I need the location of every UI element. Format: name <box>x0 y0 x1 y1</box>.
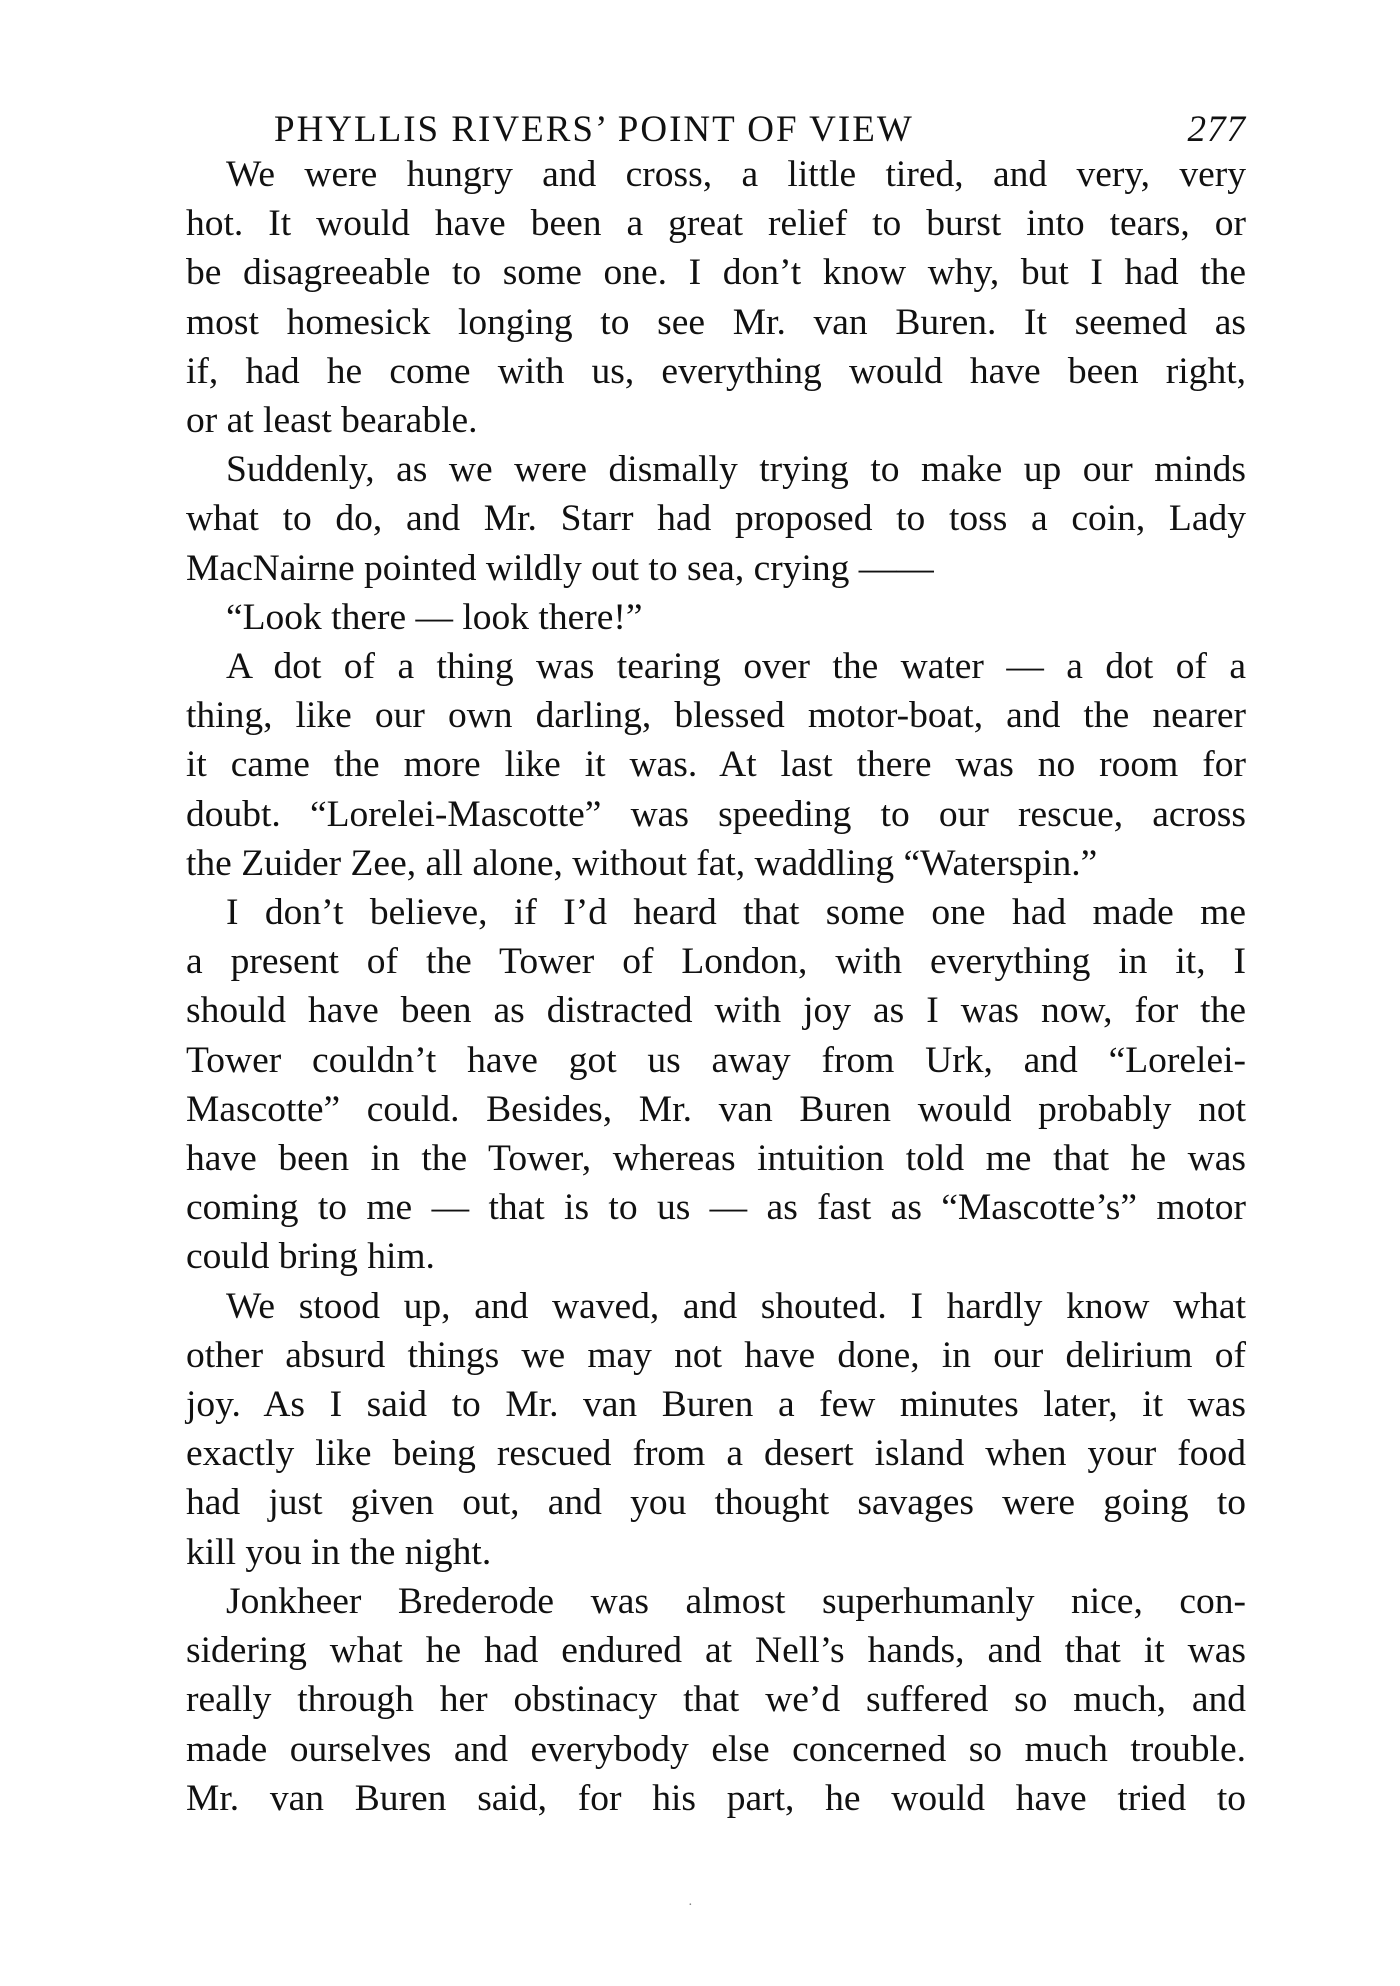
text-line: Mr. van Buren said, for his part, he would have tried to <box>186 1777 1246 1819</box>
text-line: doubt. “Lorelei-Mascotte” was speeding to our rescue, across <box>186 793 1246 835</box>
paragraph <box>146 1282 1246 1577</box>
text-line: Jonkheer Brederode was almost superhumanly nice, con- <box>226 1580 1246 1622</box>
text-line: Tower couldn’t have got us away from Urk, and “Lorelei- <box>186 1039 1246 1081</box>
page-number: 277 <box>1187 109 1246 150</box>
text-line: hot. It would have been a great relief to burst into tears, or <box>186 203 1246 245</box>
text-line: or at least bearable. <box>186 400 478 442</box>
text-line: be disagreeable to some one. I don’t know why, but I had the <box>186 252 1246 294</box>
text-line: MacNairne pointed wildly out to sea, crying —— <box>186 547 934 589</box>
text-line: made ourselves and everybody else concerned so much trouble. <box>186 1728 1246 1770</box>
body-text <box>146 150 1246 1823</box>
text-line: really through her obstinacy that we’d suffered so much, and <box>186 1679 1246 1721</box>
text-line: could bring him. <box>186 1236 435 1278</box>
text-line: it came the more like it was. At last there was no room for <box>186 744 1246 786</box>
text-line: should have been as distracted with joy as I was now, for the <box>186 990 1246 1032</box>
text-line: sidering what he had endured at Nell’s hands, and that it was <box>186 1630 1246 1672</box>
text-line: I don’t believe, if I’d heard that some one had made me <box>226 892 1246 934</box>
text-line: if, had he come with us, everything would have been right, <box>186 350 1246 392</box>
paragraph <box>146 150 1246 445</box>
text-line: Mascotte” could. Besides, Mr. van Buren would probably not <box>186 1088 1246 1130</box>
text-line: “Look there — look there!” <box>226 596 643 638</box>
text-line: other absurd things we may not have done, in our delirium of <box>186 1334 1246 1376</box>
running-head <box>146 98 1246 150</box>
text-line: have been in the Tower, whereas intuition told me that he was <box>186 1138 1246 1180</box>
paragraph <box>146 445 1246 593</box>
text-line: a present of the Tower of London, with everything in it, I <box>186 941 1246 983</box>
text-line: kill you in the night. <box>186 1531 492 1573</box>
text-line: most homesick longing to see Mr. van Buren. It seemed as <box>186 301 1246 343</box>
print-speck: · <box>688 1898 693 1913</box>
paragraph <box>146 642 1246 888</box>
text-line: We were hungry and cross, a little tired, and very, very <box>226 154 1246 195</box>
text-line: what to do, and Mr. Starr had proposed to toss a coin, Lady <box>186 498 1246 540</box>
paragraph <box>146 888 1246 1282</box>
book-page <box>146 98 1246 1823</box>
text-line: the Zuider Zee, all alone, without fat, waddling “Waterspin.” <box>186 842 1098 884</box>
text-line: had just given out, and you thought savages were going to <box>186 1482 1246 1524</box>
text-line: Suddenly, as we were dismally trying to make up our minds <box>226 449 1246 491</box>
text-line: joy. As I said to Mr. van Buren a few minutes later, it was <box>186 1384 1246 1426</box>
text-line: coming to me — that is to us — as fast as “Mascotte’s” motor <box>186 1187 1246 1229</box>
running-title: PHYLLIS RIVERS’ POINT OF VIEW <box>274 109 914 150</box>
paragraph <box>146 1577 1246 1823</box>
text-line: A dot of a thing was tearing over the water — a dot of a <box>226 646 1246 688</box>
text-line: We stood up, and waved, and shouted. I hardly know what <box>226 1285 1246 1327</box>
text-line: exactly like being rescued from a desert island when your food <box>186 1433 1246 1475</box>
paragraph <box>146 593 1246 642</box>
text-line: thing, like our own darling, blessed motor-boat, and the nearer <box>186 695 1246 737</box>
